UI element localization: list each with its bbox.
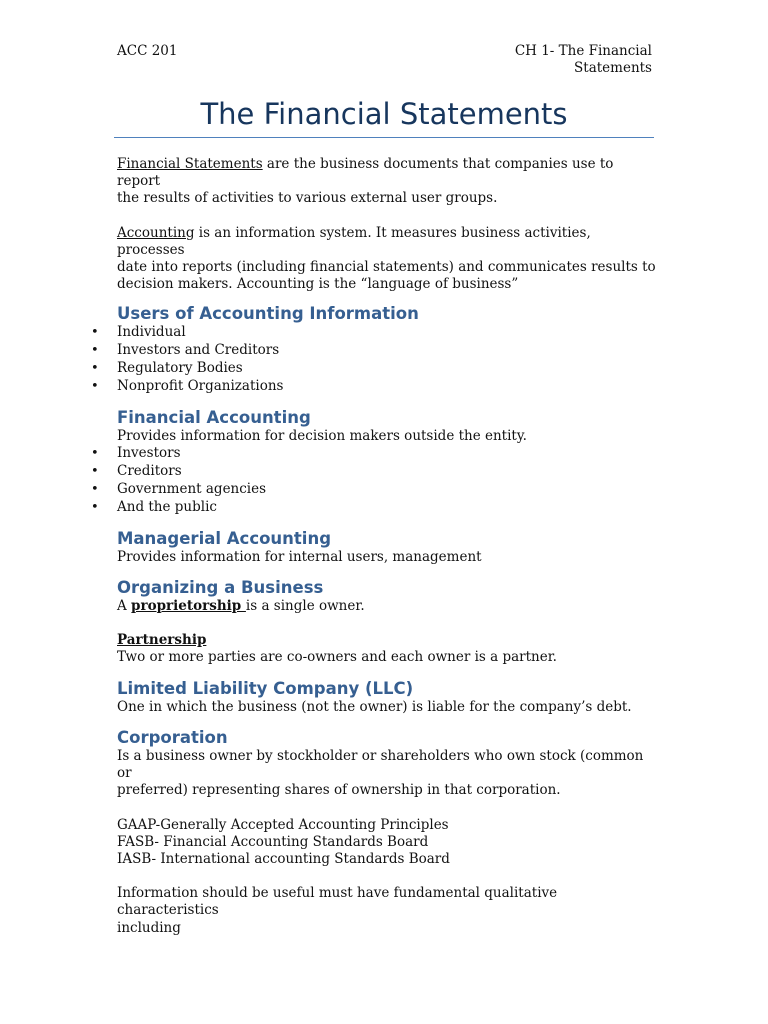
users-list [117,324,657,396]
acc-def-line1: is an information system. It measures business activities, processes [117,224,591,258]
proprietorship-term: proprietorship [131,598,246,615]
managerial-accounting-heading: Managerial Accounting [117,528,332,548]
acc-def-line3: decision makers. Accounting is the “language of business” [117,276,519,293]
accounting-term: Accounting [117,224,195,241]
corporation-desc-line2: preferred) representing shares of ownership in that corporation. [117,782,561,799]
prop-def: is a single owner. [245,598,365,615]
financial-accounting-desc: Provides information for decision makers outside the entity. [117,428,527,445]
list-item: • Individual [117,324,657,342]
corporation-desc [117,748,657,800]
fs-def-line1: are the business documents that companies use to report [117,156,614,190]
list-item: • Regulatory Bodies [117,360,657,378]
document-title: The Financial Statements [200,97,568,131]
acc-def-line2: date into reports (including financial statements) and communicates results to [117,259,656,276]
closing-line1: Information should be useful must have fundamental qualitative characteristics [117,885,558,919]
list-item: • Nonprofit Organizations [117,378,657,396]
users-heading: Users of Accounting Information [117,304,419,324]
gaap-line: GAAP-Generally Accepted Accounting Principles [117,816,449,833]
list-item: • And the public [117,499,657,517]
closing-line2: including [117,919,181,936]
list-item: • Creditors [117,463,657,481]
closing-paragraph [117,885,657,937]
managerial-accounting-desc: Provides information for internal users, management [117,548,482,565]
document-body [117,156,657,937]
title-divider [114,137,654,138]
corporation-desc-line1: Is a business owner by stockholder or shareholders who own stock (common or [117,747,644,782]
organizing-heading: Organizing a Business [117,578,324,598]
iasb-line: IASB- International accounting Standards Board [117,850,450,867]
proprietorship-definition [117,598,657,615]
financial-statements-definition [117,156,657,208]
header-course: ACC 201 [117,43,178,59]
financial-accounting-list [117,445,657,517]
llc-desc: One in which the business (not the owner) is liable for the company’s debt. [117,698,632,715]
list-item: • Investors [117,445,657,463]
partnership-term: Partnership [117,632,207,649]
accounting-definition [117,225,657,294]
llc-heading: Limited Liability Company (LLC) [117,678,414,698]
fs-def-line2: the results of activities to various external user groups. [117,190,498,207]
partnership-def: Two or more parties are co-owners and each owner is a partner. [117,649,557,666]
list-item: • Investors and Creditors [117,342,657,360]
financial-statements-term: Financial Statements [117,156,263,172]
prop-prefix: A [117,598,132,615]
header-chapter-line2: Statements [574,60,652,76]
fasb-line: FASB- Financial Accounting Standards Board [117,833,429,850]
header-chapter-line1: CH 1- The Financial [514,43,652,59]
header-chapter [412,43,652,77]
list-item: • Government agencies [117,481,657,499]
corporation-heading: Corporation [117,727,228,747]
financial-accounting-heading: Financial Accounting [117,408,311,428]
